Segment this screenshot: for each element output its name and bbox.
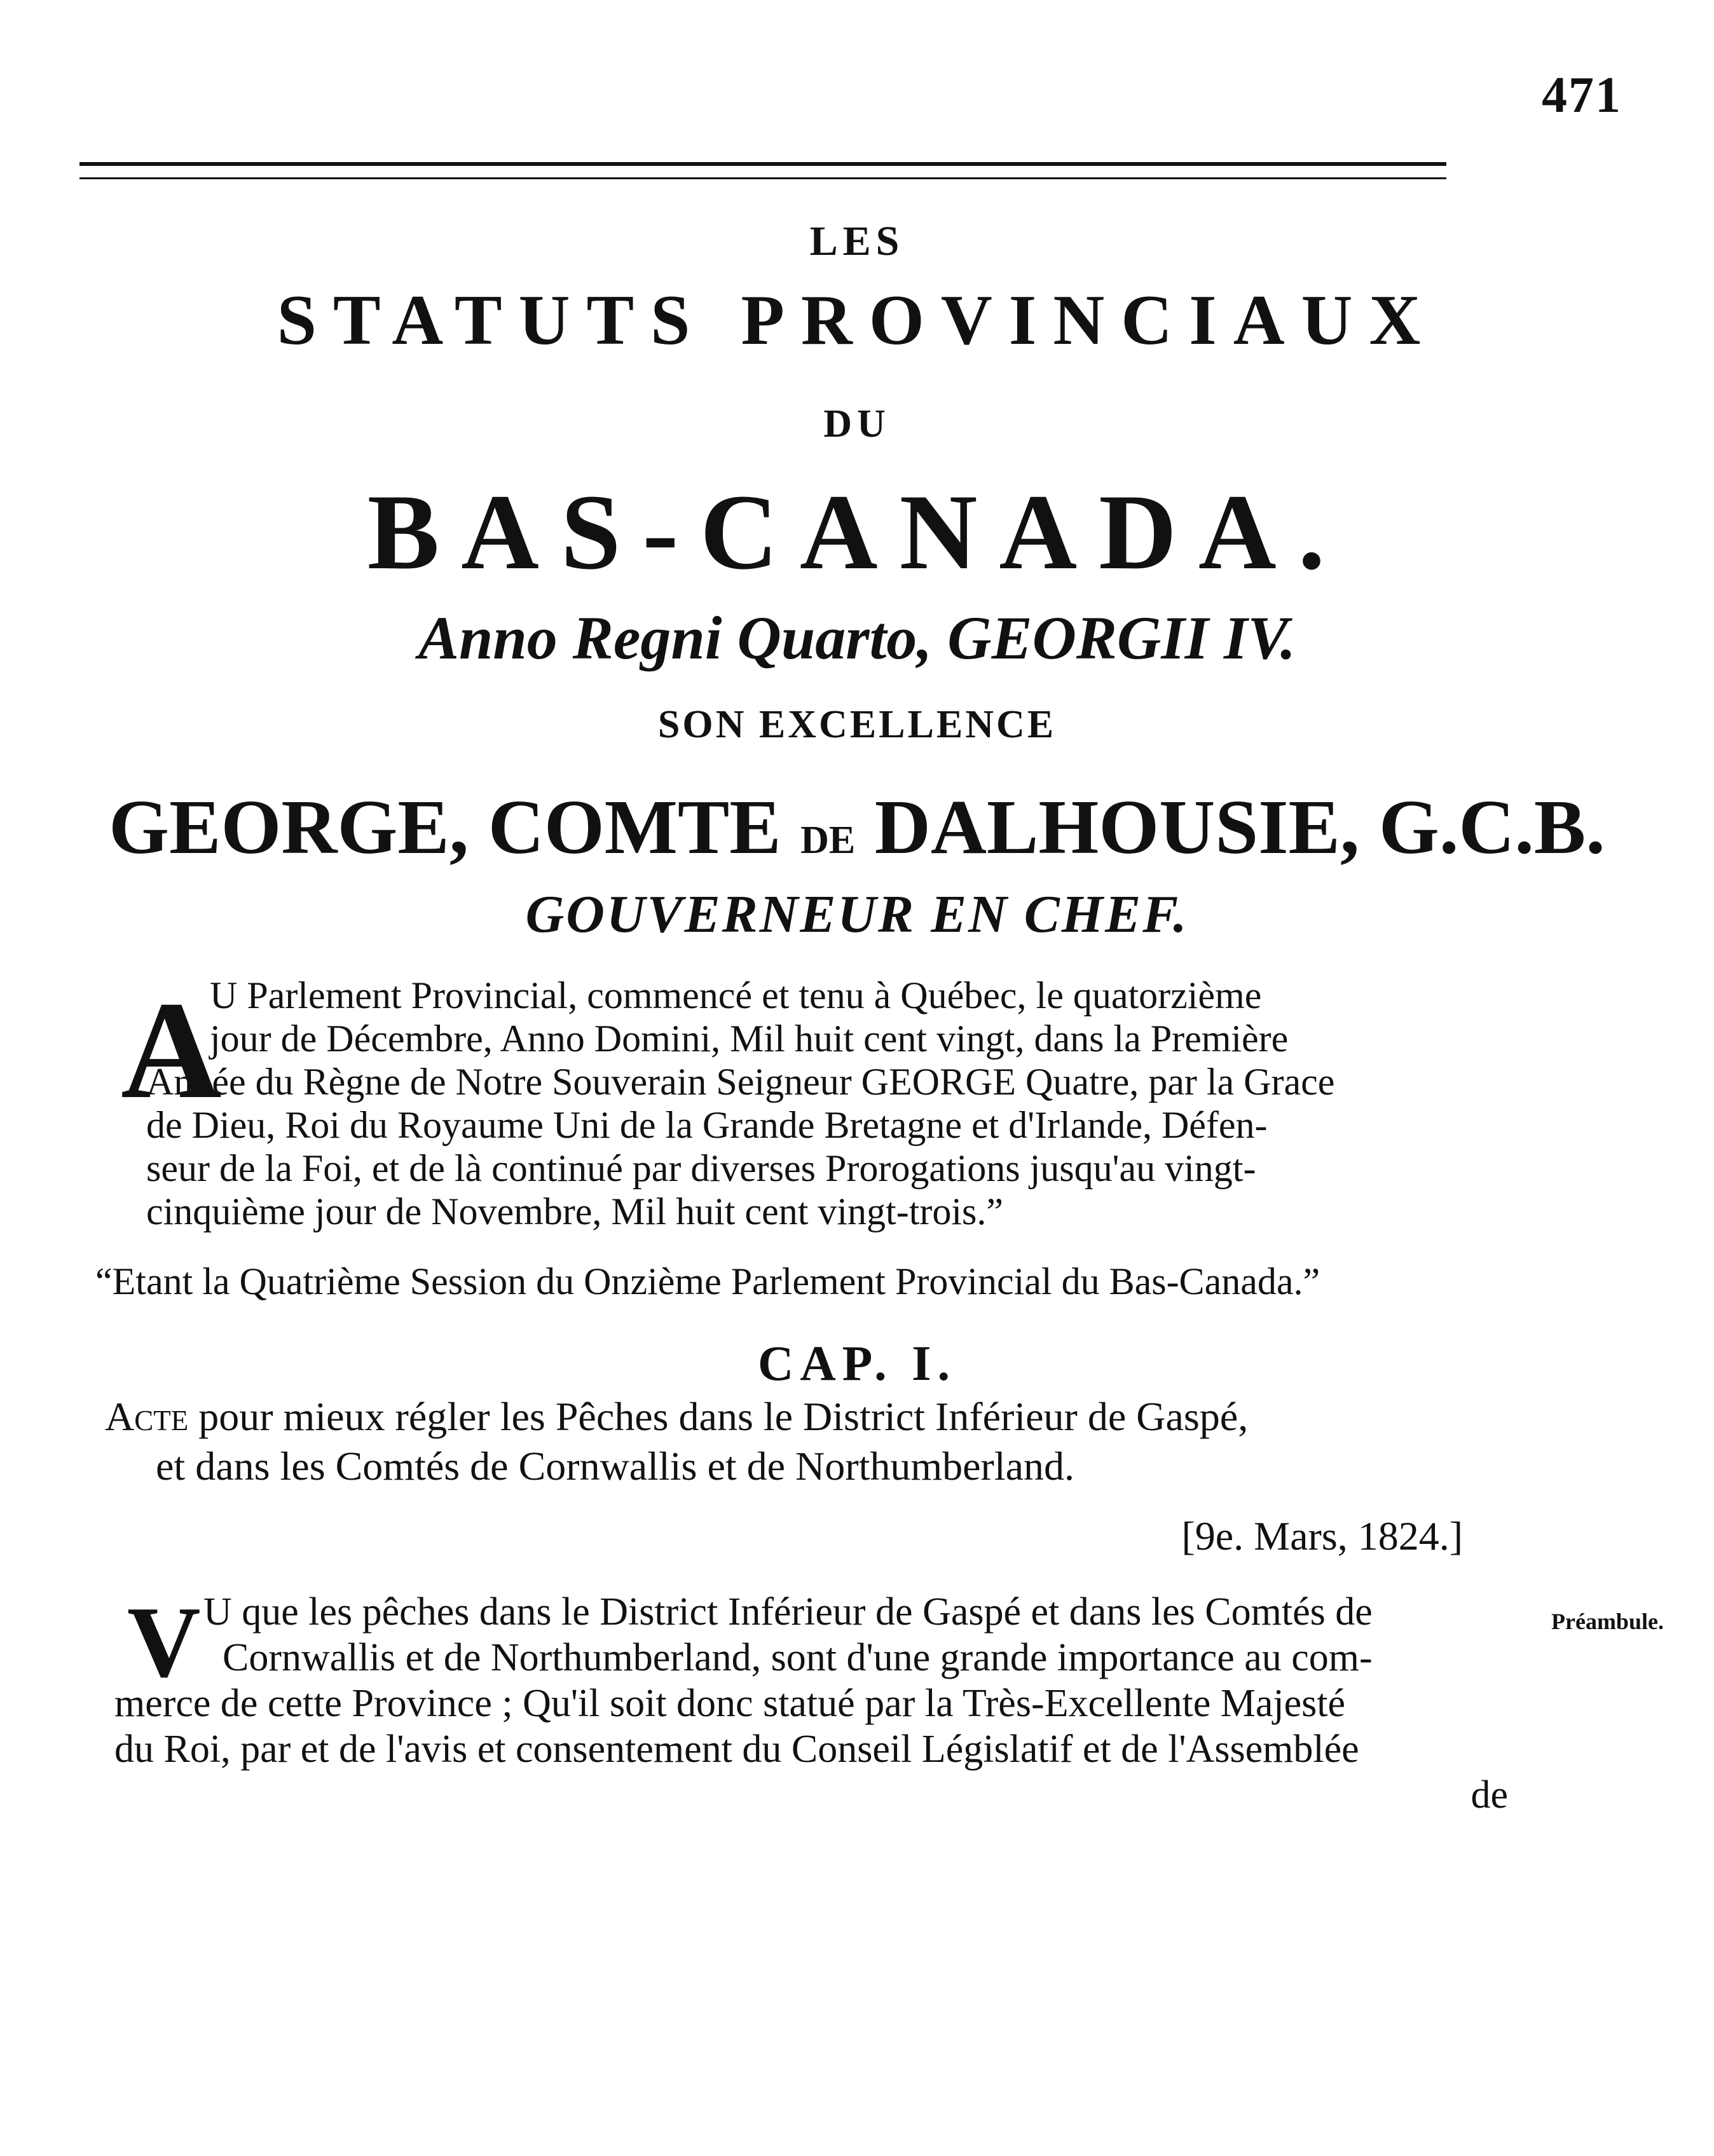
preamble-drop-cap: V (127, 1585, 201, 1698)
proclamation-line: jour de Décembre, Anno Domini, Mil huit cent vingt, dans la Première (210, 1018, 1289, 1060)
body-line: U que les pêches dans le District Inférieur de Gaspé et dans les Comtés de (203, 1590, 1373, 1634)
proclamation-line: seur de la Foi, et de là continué par diverses Prorogations jusqu'au vingt- (146, 1147, 1256, 1189)
proclamation (108, 974, 1481, 1233)
catchword: de (1471, 1773, 1508, 1817)
act-title-line-2: et dans les Comtés de Cornwallis et de Northumberland. (156, 1443, 1075, 1489)
body-line: du Roi, par et de l'avis et consentement du Conseil Législatif et de l'Assemblée (114, 1728, 1359, 1771)
proclamation-drop-cap: A (121, 972, 222, 1128)
proclamation-line: U Parlement Provincial, commencé et tenu à Québec, le quatorzième (210, 974, 1262, 1016)
act-date: [9e. Mars, 1824.] (1181, 1513, 1463, 1559)
act-title (105, 1392, 1248, 1491)
chapter-number: CAP. I. (758, 1335, 956, 1391)
page-number: 471 (1542, 67, 1622, 123)
session-line: “Etant la Quatrième Session du Onzième Parlement Provincial du Bas-Canada.” (95, 1260, 1320, 1302)
body-line: merce de cette Province ; Qu'il soit donc statué par la Très-Excellente Majesté (114, 1682, 1345, 1725)
son-excellence: SON EXCELLENCE (657, 703, 1057, 746)
proclamation-line: cinquième jour de Novembre, Mil huit cent vingt-trois.” (146, 1191, 1004, 1232)
preamble-text (114, 1585, 1513, 1818)
proclamation-line: de Dieu, Roi du Royaume Uni de la Grande Bretagne et d'Irlande, Défen- (146, 1104, 1268, 1146)
act-title-line-1: Acte pour mieux régler les Pêches dans le District Inférieur de Gaspé, (105, 1394, 1249, 1439)
title-du: DU (823, 402, 891, 446)
gouverneur-en-chef: GOUVERNEUR EN CHEF. (525, 885, 1189, 944)
governor-name-a: GEORGE, COMTE (109, 784, 801, 870)
header-rule (79, 162, 1446, 179)
anno-regni: Anno Regni Quarto, GEORGII IV. (418, 604, 1296, 672)
governor-name-b: DALHOUSIE, G.C.B. (855, 784, 1605, 870)
title-bas-canada: BAS-CANADA. (367, 472, 1347, 592)
margin-note-preambule: Préambule. (1551, 1609, 1664, 1634)
body-line: Cornwallis et de Northumberland, sont d'une grande importance au com- (223, 1636, 1373, 1679)
governor-name (0, 783, 1714, 872)
governor-name-de: DE (800, 819, 856, 862)
title-statuts: STATUTS PROVINCIAUX (277, 281, 1437, 360)
title-les: LES (809, 218, 905, 264)
proclamation-line: Année du Règne de Notre Souverain Seigneur GEORGE Quatre, par la Grace (146, 1061, 1335, 1103)
